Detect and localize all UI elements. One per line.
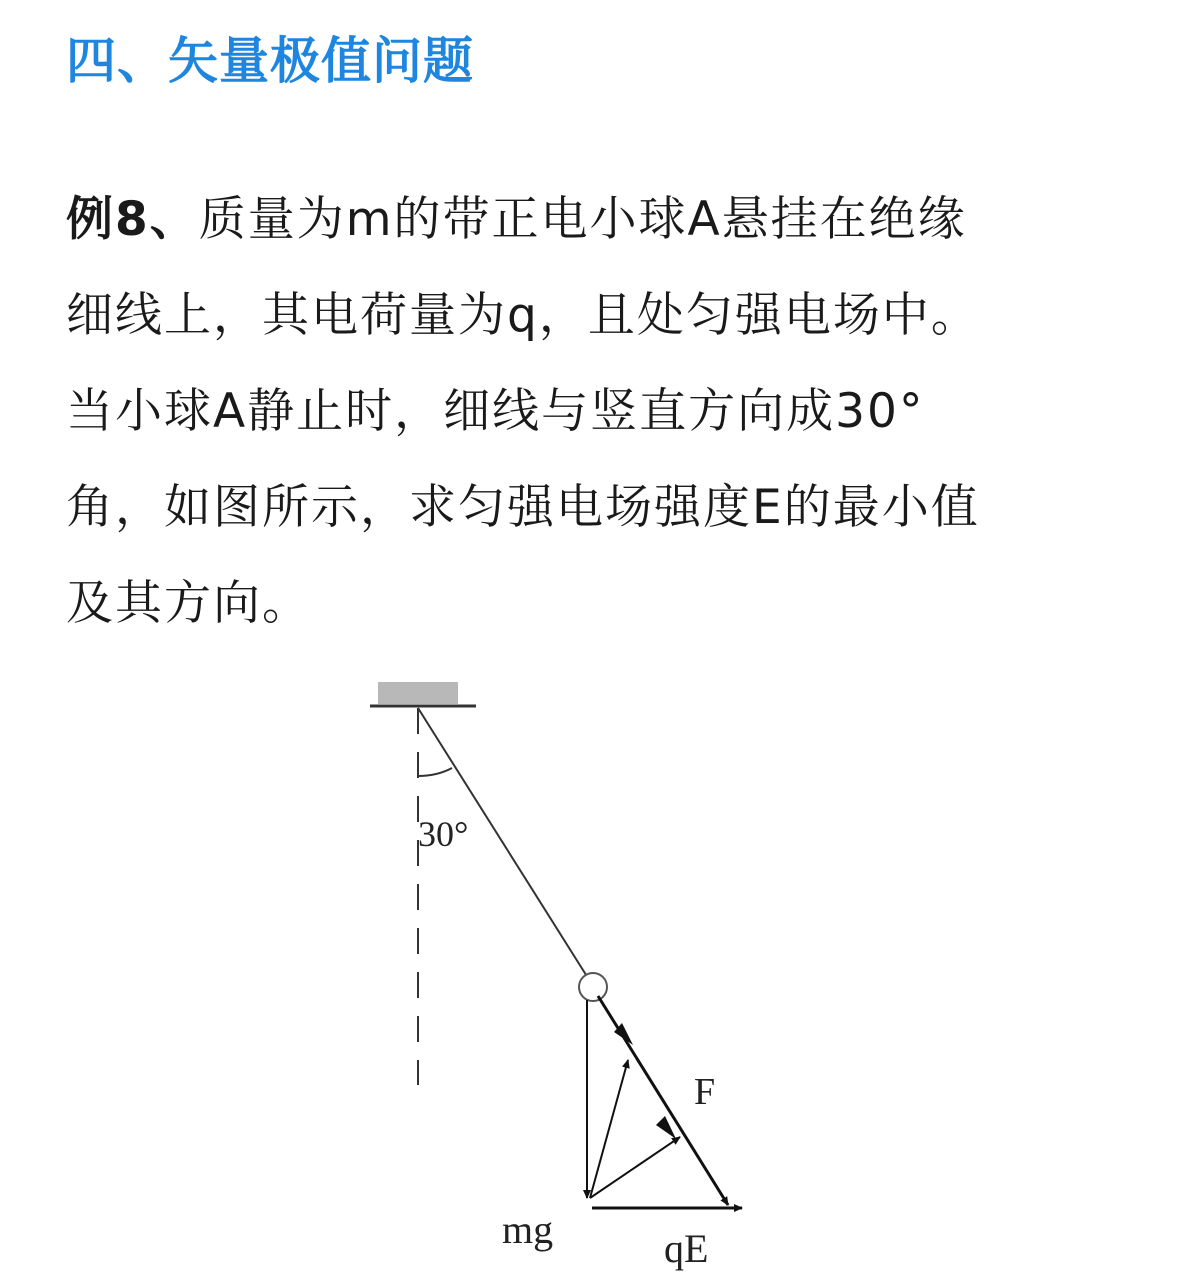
problem-label: 例8、: [66, 192, 199, 247]
problem-line-1: 例8、质量为m的带正电小球A悬挂在绝缘: [66, 192, 967, 247]
ball-a: [579, 973, 607, 1001]
force-f-label: F: [694, 1071, 716, 1113]
force-qe-label: qE: [664, 1226, 709, 1271]
problem-line-2: 细线上，其电荷量为q，且处匀强电场中。: [66, 288, 980, 343]
angle-label: 30°: [418, 814, 469, 854]
force-f-arrow-2: [656, 1116, 676, 1139]
problem-line-3: 当小球A静止时，细线与竖直方向成30°: [66, 384, 925, 439]
section-title: 四、矢量极值问题: [66, 32, 474, 90]
ceiling-block: [378, 682, 458, 704]
problem-line-4: 角，如图所示，求匀强电场强度E的最小值: [66, 480, 980, 535]
force-mg-label: mg: [502, 1207, 554, 1252]
problem-line-5: 及其方向。: [66, 576, 311, 631]
angle-arc: [418, 768, 452, 776]
